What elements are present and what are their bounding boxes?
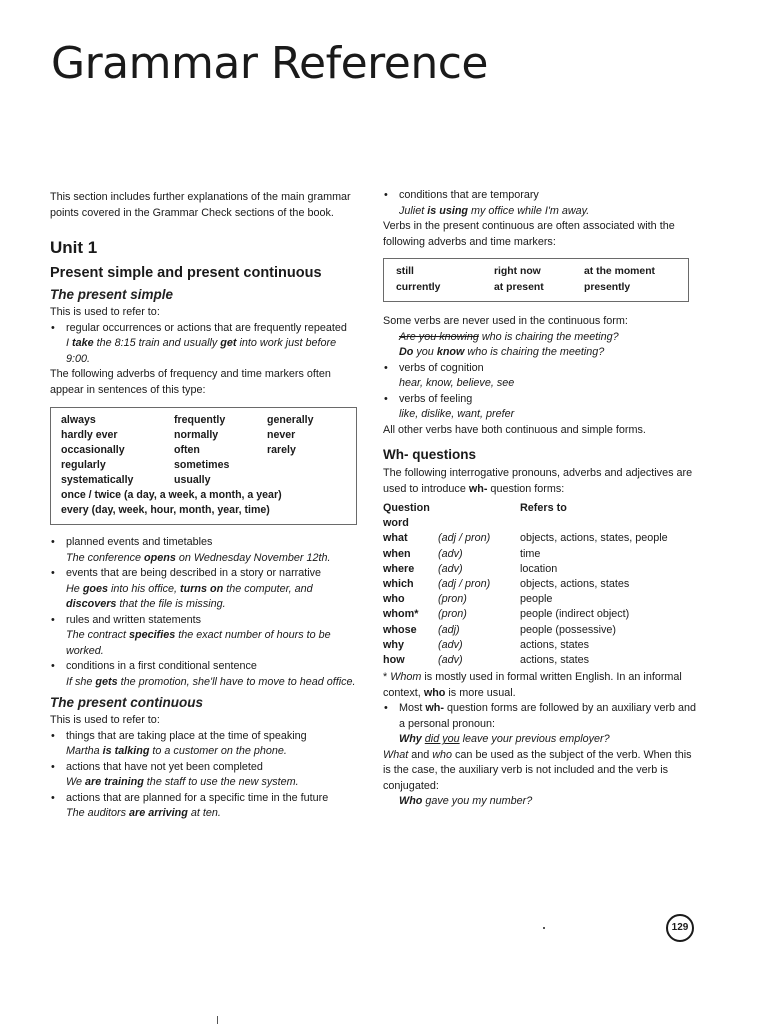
question-word: what [383, 532, 408, 545]
word-category: (adj) [438, 623, 460, 636]
bullet-item: • events that are being described in a story or narrative [50, 566, 362, 582]
frequency-line: every (day, week, hour, month, year, time) [61, 504, 270, 516]
question-word: whose [383, 623, 417, 636]
refers-to: objects, actions, states, people [520, 532, 668, 545]
frequency-adverb: generally [267, 414, 314, 426]
unit-heading: Unit 1 [50, 238, 98, 257]
word-category: (adv) [438, 638, 463, 651]
example-sentence: He goes into his office, turns on the computer, and discovers that the file is missing. [66, 582, 313, 610]
frequency-adverb: sometimes [174, 459, 230, 471]
refers-to: actions, states [520, 638, 590, 651]
time-marker: at present [494, 282, 544, 293]
markers-intro: Verbs in the present continuous are often associated with the following adverbs and time markers: [383, 220, 675, 248]
question-word: where [383, 562, 415, 575]
correct-example: Do you know who is chairing the meeting? [399, 346, 605, 358]
example-sentence: Why did you leave your previous employer? [399, 733, 610, 746]
frequency-adverb: normally [174, 429, 219, 441]
word-category: (adv) [438, 562, 463, 575]
question-word: how [383, 654, 405, 667]
refers-to: time [520, 547, 541, 560]
wh-table-row [383, 607, 701, 622]
refers-to: people (possessive) [520, 623, 617, 636]
bullet-item: • Most wh- question forms are followed by an auxiliary verb and a personal pronoun: [383, 701, 701, 732]
wh-table-row [383, 653, 701, 668]
intro-paragraph: This section includes further explanations of the main grammar points covered in the Grammar Check sections of the book. [50, 191, 351, 219]
used-for-text: This is used to refer to: [50, 714, 160, 726]
wh-table-row [383, 562, 701, 577]
time-marker: at the moment [584, 266, 656, 277]
section-heading: Present simple and present continuous [50, 265, 322, 281]
frequency-adverb: always [61, 414, 96, 426]
time-marker: currently [396, 282, 441, 293]
frequency-adverb: never [267, 429, 296, 441]
time-marker: right now [494, 266, 541, 277]
word-category: (adj / pron) [438, 532, 491, 545]
bullet-item: • actions that have not yet been completed [50, 760, 362, 776]
example-sentence: If she gets the promotion, she'll have to move to head office. [66, 675, 356, 688]
bullet-item: • rules and written statements [50, 613, 362, 629]
frequency-adverb: often [174, 444, 200, 456]
bullet-item: • verbs of cognition [383, 361, 701, 377]
frequency-adverb: rarely [267, 444, 296, 456]
word-category: (adj / pron) [438, 578, 491, 591]
wh-table-row [383, 577, 701, 592]
wh-table-row [383, 592, 701, 607]
refers-to: location [520, 562, 558, 575]
frequency-adverb [267, 458, 337, 473]
example-sentence: I take the 8:15 train and usually get into work just before 9:00. [66, 337, 337, 365]
word-category: (adv) [438, 654, 463, 667]
word-category: (pron) [438, 593, 467, 606]
example-sentence: The contract specifies the exact number of hours to be worked. [66, 629, 331, 657]
refers-to: people [520, 593, 553, 606]
bullet-item: • actions that are planned for a specific time in the future [50, 791, 362, 807]
page-title: Grammar Reference [51, 38, 488, 89]
frequency-adverb [267, 473, 337, 488]
frequency-adverb: systematically [61, 474, 134, 486]
used-for-text: This is used to refer to: [50, 306, 160, 318]
present-simple-heading: The present simple [50, 287, 174, 302]
wh-header-refers-to: Refers to [520, 502, 567, 514]
bullet-item: • verbs of feeling [383, 392, 701, 408]
example-sentence: Martha is talking to a customer on the phone. [66, 745, 287, 757]
frequency-adverb: usually [174, 474, 211, 486]
wh-table-row [383, 531, 701, 546]
frequency-adverb: hardly ever [61, 429, 118, 441]
time-marker: still [396, 266, 414, 277]
question-word: why [383, 638, 404, 651]
scan-tick [217, 1016, 218, 1024]
time-markers-box [383, 258, 689, 302]
refers-to: actions, states [520, 654, 590, 667]
question-word: when [383, 547, 411, 560]
frequency-grid [61, 413, 346, 488]
question-word: whom* [383, 608, 419, 621]
example-sentence: Juliet is using my office while I'm away. [399, 204, 590, 217]
bullet-item: • things that are taking place at the time of speaking [50, 729, 362, 745]
subject-note: What and who can be used as the subject of the verb. When this is the case, the auxiliary verb is not included and the verb is conjugated: [383, 748, 692, 792]
adverbs-intro: The following adverbs of frequency and time markers often appear in sentences of this type: [50, 368, 331, 396]
bullet-item: • planned events and timetables [50, 535, 362, 551]
present-continuous-heading: The present continuous [50, 695, 204, 710]
frequency-adverb: occasionally [61, 444, 125, 456]
time-marker: presently [584, 282, 631, 293]
question-word: who [383, 593, 405, 606]
example-sentence: We are training the staff to use the new system. [66, 776, 299, 788]
refers-to: people (indirect object) [520, 608, 630, 621]
wh-intro: The following interrogative pronouns, adverbs and adjectives are used to introduce wh- question forms: [383, 467, 693, 495]
bullet-item: • conditions that are temporary [383, 188, 701, 204]
frequency-adverbs-box [50, 407, 357, 525]
bullet-item: • regular occurrences or actions that are frequently repeated [50, 321, 362, 337]
left-column [50, 190, 362, 822]
frequency-line: once / twice (a day, a week, a month, a year) [61, 489, 282, 501]
both-forms-text: All other verbs have both continuous and simple forms. [383, 423, 646, 436]
scan-dot [543, 927, 545, 929]
time-markers-grid [396, 264, 676, 296]
refers-to: objects, actions, states [520, 578, 630, 591]
word-category: (pron) [438, 608, 467, 621]
wh-questions-heading: Wh- questions [383, 447, 476, 462]
footnote: * Whom is mostly used in formal written English. In an informal context, who is more usual. [383, 671, 682, 699]
never-continuous-text: Some verbs are never used in the continuous form: [383, 315, 628, 327]
wh-table-row [383, 547, 701, 562]
wh-table-header [383, 501, 701, 531]
example-sentence: Who gave you my number? [399, 795, 533, 808]
example-sentence: like, dislike, want, prefer [399, 408, 515, 420]
word-category: (adv) [438, 547, 463, 560]
question-word: which [383, 578, 414, 591]
wh-header-spacer [438, 501, 520, 531]
page-number: 129 [666, 914, 694, 942]
wh-table-row [383, 638, 701, 653]
bullet-item: • conditions in a first conditional sentence [50, 659, 362, 675]
wh-question-table [383, 501, 701, 668]
wh-header-question-word: Question word [383, 502, 430, 530]
frequency-adverb: regularly [61, 459, 106, 471]
example-sentence: hear, know, believe, see [399, 377, 515, 389]
right-column [383, 188, 701, 810]
example-sentence: The auditors are arriving at ten. [66, 807, 221, 819]
frequency-adverb: frequently [174, 414, 226, 426]
example-sentence: The conference opens on Wednesday November 12th. [66, 551, 331, 564]
incorrect-example: Are you knowing who is chairing the meeting? [399, 330, 619, 343]
wh-table-row [383, 623, 701, 638]
